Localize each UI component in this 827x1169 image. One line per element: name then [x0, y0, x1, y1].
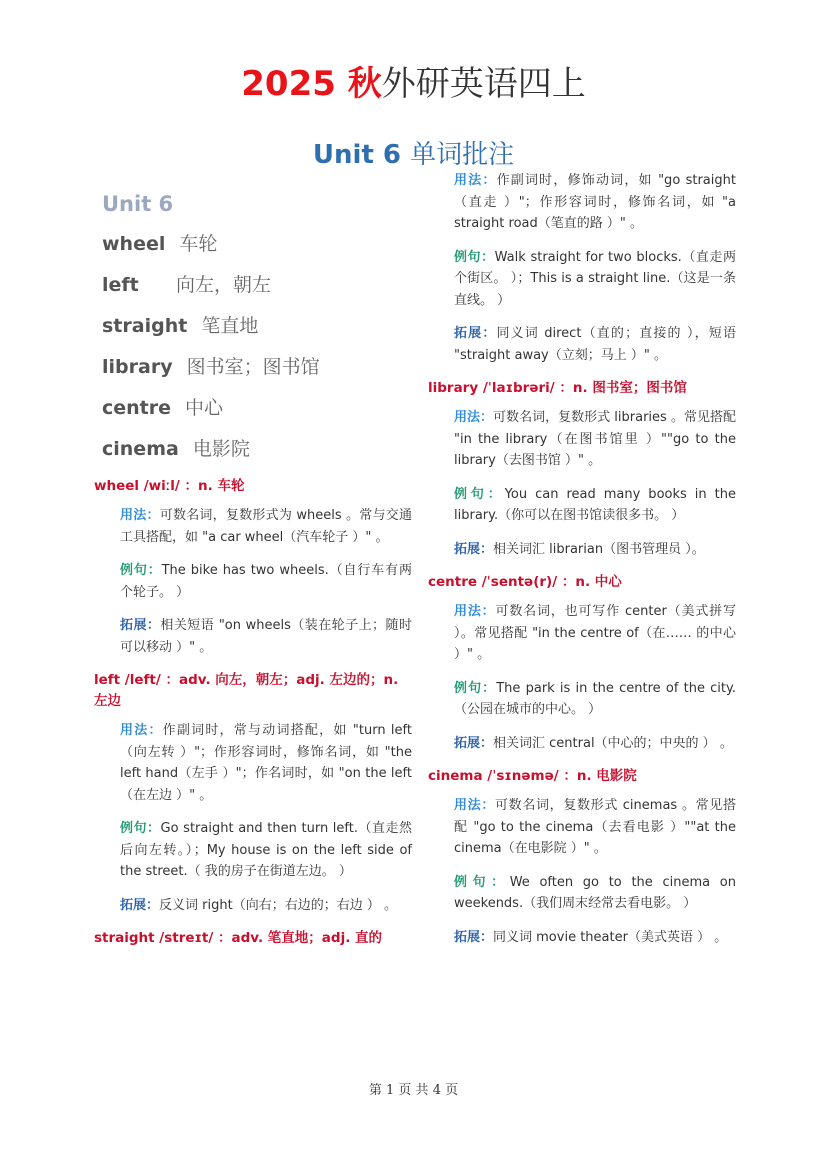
vocab-word: cinema [102, 438, 179, 460]
entry-library [428, 378, 736, 560]
extend-text: 相关词汇 librarian（图书管理员 ）。 [493, 541, 705, 557]
entry-head: straight /streɪt/ ：adv. 笔直地；adj. 直的 [94, 930, 383, 946]
usage-para [454, 170, 736, 235]
example-text: The bike has two wheels.（自行车有两个轮子。 ） [120, 563, 412, 600]
vocab-word: left [102, 274, 139, 296]
usage-label: 用法： [454, 173, 497, 188]
extend-text: 同义词 movie theater（美式英语 ） 。 [493, 929, 728, 945]
usage-label: 用法： [120, 723, 163, 738]
vocab-card-unit: Unit 6 [102, 192, 174, 216]
entry-head: centre /ˈsentə(r)/ ：n. 中心 [428, 574, 622, 590]
entry-head: left /left/ ：adv. 向左，朝左；adj. 左边的；n. 左边 [94, 672, 399, 709]
usage-text: 可数名词，复数形式为 wheels 。常与交通工具搭配，如 "a car wheel（汽车轮子 ）" 。 [120, 508, 412, 545]
extend-para [454, 733, 736, 755]
example-label: 例句： [454, 874, 510, 890]
example-para [120, 818, 412, 883]
extend-text: 反义词 right（向右；右边的；右边 ） 。 [159, 897, 397, 913]
subtitle-label: 单词批注 [410, 140, 515, 170]
vocab-row [102, 312, 402, 353]
entry-straight-body [428, 170, 736, 366]
example-label: 例句： [454, 680, 497, 696]
extend-para [120, 895, 412, 917]
vocab-row [102, 435, 402, 476]
title-year: 2025 [241, 64, 336, 104]
example-label: 例句： [454, 486, 505, 502]
entry-head: cinema /ˈsɪnəmə/ ：n. 电影院 [428, 768, 637, 784]
extend-label: 拓展： [454, 929, 494, 945]
example-text: Walk straight for two blocks.（直走两个街区。 ）；This is a straight line.（这是一条直线。 ） [454, 249, 736, 308]
example-para [454, 484, 736, 527]
usage-para [454, 601, 736, 666]
extend-para [454, 539, 736, 561]
example-para [454, 872, 736, 915]
vocab-meaning: 图书室；图书馆 [186, 356, 320, 378]
usage-label: 用法： [454, 798, 495, 813]
usage-text: 可数名词，也可写作 center（美式拼写 ）。常见搭配 "in the centre of（在…… 的中心 ）" 。 [454, 604, 736, 662]
subtitle-unit: Unit 6 [312, 140, 402, 170]
extend-text: 同义词 direct（直的；直接的 ），短语 "straight away（立刻；马上 ）" 。 [454, 326, 736, 363]
usage-label: 用法： [120, 508, 160, 523]
vocab-row [102, 353, 402, 394]
extend-label: 拓展： [120, 618, 161, 633]
usage-text: 可数名词，复数形式 cinemas 。常见搭配 "go to the cinema（去看电影 ）""at the cinema（在电影院 ）" 。 [454, 798, 736, 856]
example-para [120, 560, 412, 603]
usage-para [454, 795, 736, 860]
title-rest: 外研英语四上 [381, 64, 586, 104]
entry-straight-head [94, 928, 412, 949]
vocab-word: centre [102, 397, 172, 419]
extend-label: 拓展： [454, 735, 494, 751]
vocab-word: wheel [102, 233, 166, 255]
usage-text: 可数名词，复数形式 libraries 。常见搭配 "in the library（在图书馆里 ）""go to the library（去图书馆 ）" 。 [454, 410, 736, 468]
usage-para [120, 505, 412, 548]
extend-label: 拓展： [454, 326, 497, 341]
extend-label: 拓展： [454, 541, 494, 557]
example-label: 例句： [120, 563, 162, 578]
entry-head: library /ˈlaɪbrəri/ ：n. 图书室；图书馆 [428, 380, 687, 396]
vocab-word: straight [102, 315, 188, 337]
document-title [0, 62, 827, 106]
example-label: 例句： [454, 249, 495, 265]
example-text: Go straight and then turn left.（直走然后向左转。）；My house is on the left side of the street.（ 我的房子在街道左边。 ） [120, 821, 412, 879]
entry-centre [428, 572, 736, 754]
vocab-meaning: 向左，朝左 [176, 274, 272, 296]
usage-label: 用法： [454, 604, 496, 619]
usage-label: 用法： [454, 410, 494, 425]
vocab-meaning: 电影院 [192, 438, 250, 460]
right-column [428, 170, 736, 960]
example-para [454, 678, 736, 721]
extend-para [120, 615, 412, 658]
page-footer: 第 1 页 共 4 页 [368, 1083, 459, 1098]
vocab-meaning: 笔直地 [201, 315, 259, 337]
usage-para [454, 407, 736, 472]
title-season: 秋 [347, 64, 382, 104]
example-para [454, 247, 736, 312]
left-column [94, 476, 412, 957]
vocab-word: library [102, 356, 173, 378]
vocab-row [102, 271, 402, 312]
example-text: The park is in the centre of the city.（公园在城市的中心。 ） [454, 680, 736, 717]
example-label: 例句： [120, 821, 161, 836]
vocab-meaning: 车轮 [179, 233, 218, 255]
usage-para [120, 720, 412, 806]
example-text: You can read many books in the library.（你可以在图书馆读很多书。 ） [454, 486, 736, 523]
document-subtitle [0, 138, 827, 172]
vocab-row [102, 394, 402, 435]
extend-para [454, 323, 736, 366]
entry-cinema [428, 766, 736, 948]
vocab-row [102, 230, 402, 271]
vocab-card [102, 190, 402, 476]
usage-text: 作副词时，常与动词搭配，如 "turn left（向左转 ）"；作形容词时，修饰名词，如 "the left hand（左手 ）"；作名词时，如 "on the left（在左边 ）" 。 [120, 723, 412, 803]
extend-text: 相关词汇 central（中心的；中央的 ） 。 [493, 735, 733, 751]
example-text: We often go to the cinema on weekends.（我们周末经常去看电影。 ） [454, 874, 736, 911]
entry-left [94, 670, 412, 916]
extend-text: 相关短语 "on wheels（装在轮子上；随时可以移动 ）" 。 [120, 618, 412, 655]
extend-para [454, 927, 736, 949]
extend-label: 拓展： [120, 897, 160, 913]
entry-wheel [94, 476, 412, 658]
entry-head: wheel /wiːl/ ：n. 车轮 [94, 478, 245, 494]
usage-text: 作副词时，修饰动词，如 "go straight（直走 ）"；作形容词时，修饰名词，如 "a straight road（笔直的路 ）" 。 [454, 173, 736, 231]
vocab-meaning: 中心 [185, 397, 224, 419]
